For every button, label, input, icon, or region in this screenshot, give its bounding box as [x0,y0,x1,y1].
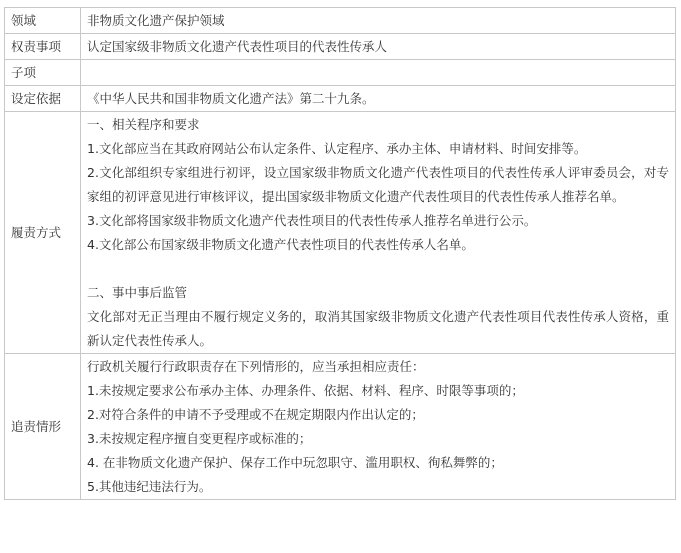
label-method: 履责方式 [5,112,81,354]
accountability-item-3: 3.未按规定程序擅自变更程序或标准的； [87,431,312,446]
label-domain: 领域 [5,8,81,34]
table-row-basis [5,86,676,112]
accountability-intro: 行政机关履行行政职责存在下列情形的，应当承担相应责任： [87,359,425,374]
table-row-subitem [5,60,676,86]
method-item-1: 1.文化部应当在其政府网站公布认定条件、认定程序、承办主体、申请材料、时间安排等。 [87,141,587,156]
accountability-item-1: 1.未按规定要求公布承办主体、办理条件、依据、材料、程序、时限等事项的； [87,383,524,398]
accountability-item-2: 2.对符合条件的申请不予受理或不在规定期限内作出认定的； [87,407,424,422]
label-accountability: 追责情形 [5,354,81,500]
value-basis: 《中华人民共和国非物质文化遗产法》第二十九条。 [81,86,676,112]
method-item-3: 3.文化部将国家级非物质文化遗产代表性项目的代表性传承人推荐名单进行公示。 [87,213,537,228]
value-subitem [81,60,676,86]
table-row-power [5,34,676,60]
responsibility-table [4,7,676,500]
method-section2-text: 文化部对无正当理由不履行规定义务的，取消其国家级非物质文化遗产代表性项目代表性传承人资格，重新认定代表性传承人。 [87,309,669,348]
label-subitem: 子项 [5,60,81,86]
accountability-item-4: 4. 在非物质文化遗产保护、保存工作中玩忽职守、滥用职权、徇私舞弊的； [87,455,503,470]
value-domain: 非物质文化遗产保护领域 [81,8,676,34]
method-section2-title: 二、事中事后监管 [87,285,188,300]
spacer [87,257,669,281]
value-power: 认定国家级非物质文化遗产代表性项目的代表性传承人 [81,34,676,60]
label-basis: 设定依据 [5,86,81,112]
value-method [81,112,676,354]
table-row-accountability [5,354,676,500]
method-item-2: 2.文化部组织专家组进行初评，设立国家级非物质文化遗产代表性项目的代表性传承人评审委员会，对专家组的初评意见进行审核评议，提出国家级非物质文化遗产代表性项目的代表性传承人推荐名单。 [87,165,669,204]
accountability-item-5: 5.其他违纪违法行为。 [87,479,212,494]
label-power: 权责事项 [5,34,81,60]
value-accountability [81,354,676,500]
table-row-method [5,112,676,354]
method-item-4: 4.文化部公布国家级非物质文化遗产代表性项目的代表性传承人名单。 [87,237,474,252]
method-section1-title: 一、相关程序和要求 [87,117,200,132]
table-row-domain [5,8,676,34]
